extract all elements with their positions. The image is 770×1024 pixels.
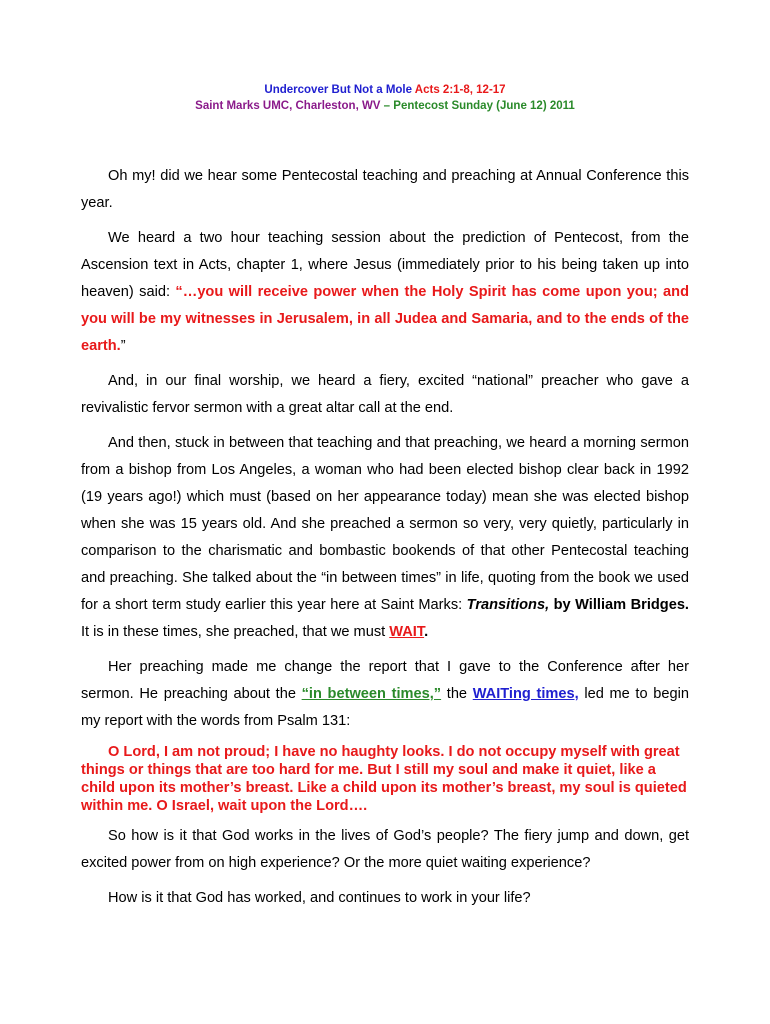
book-title: Transitions, — [466, 597, 550, 613]
paragraph-3: And, in our final worship, we heard a fiery, excited “national” preacher who gave a revivalistic fervor sermon with a great altar call at the end. — [81, 373, 689, 416]
sermon-title-line — [0, 83, 770, 97]
paragraph-6: So how is it that God works in the lives of God’s people? The fiery jump and down, get excited power from on high experience? Or the more quiet waiting experience? — [81, 828, 689, 871]
sermon-title: Undercover But Not a Mole — [264, 84, 413, 96]
paragraph-5-text-2: led me to begin my report with the words from Psalm 131: — [81, 686, 689, 729]
paragraph-7: How is it that God has worked, and continues to work in your life? — [108, 890, 531, 906]
scripture-reference: Acts 2:1-8, 12-17 — [414, 84, 506, 96]
sermon-occasion: Pentecost Sunday (June 12) 2011 — [393, 100, 575, 112]
paragraph-2 — [81, 225, 689, 360]
paragraph-4 — [81, 430, 689, 646]
paragraph-4-text: And then, stuck in between that teaching and that preaching, we heard a morning sermon from a bishop from Los Angeles, a woman who had been elected bishop clear back in 1992 (19 years ago!) which must (based on her appearance today) mean she was elected bishop when she was 15 years old. And she preached a sermon so very, very quietly, particularly in comparison to the charismatic and bombastic bookends of that other Pentecostal teaching and preaching. She talked about the “in between times” in life, quoting from the book we used for a short term study earlier this year here at Saint Marks: — [81, 435, 689, 613]
wait-emphasis: WAIT — [389, 624, 425, 640]
paragraph-2-text: We heard a two hour teaching session about the prediction of Pentecost, from the Ascension text in Acts, chapter 1, where Jesus (immediately prior to his being taken up into heaven) said: — [81, 230, 689, 300]
paragraph-5-text: Her preaching made me change the report that I gave to the Conference after her sermon. He preaching about the — [81, 659, 689, 702]
wait-period: . — [424, 624, 429, 640]
acts-quote: “…you will receive power when the Holy Spirit has come upon you; and you will be my witnesses in Jerusalem, in all Judea and Samaria, and to the ends of the earth. — [81, 284, 689, 354]
subtitle-dash: – — [380, 100, 394, 112]
paragraph-5 — [81, 654, 689, 735]
sermon-body — [81, 163, 689, 920]
church-name: Saint Marks UMC, Charleston, WV — [195, 100, 381, 112]
paragraph-4-text-2: It is in these times, she preached, that we must — [81, 624, 390, 640]
sermon-subtitle-line — [0, 99, 770, 113]
waiting-times-emphasis: WAITing times, — [472, 686, 579, 702]
psalm-131-quote: O Lord, I am not proud; I have no haughty looks. I do not occupy myself with great things or things that are too hard for me. But I still my soul and make it quiet, like a child upon its mother’s breast. Like a child upon its mother’s breast, my soul is quieted within me. O Israel, wait upon the Lord…. — [81, 744, 687, 814]
acts-quote-close: ” — [120, 338, 126, 354]
in-between-times-emphasis: “in between times,” — [301, 686, 442, 702]
paragraph-5-the: the — [441, 686, 473, 702]
book-author: by William Bridges. — [549, 597, 689, 613]
paragraph-1: Oh my! did we hear some Pentecostal teaching and preaching at Annual Conference this year. — [81, 168, 689, 211]
